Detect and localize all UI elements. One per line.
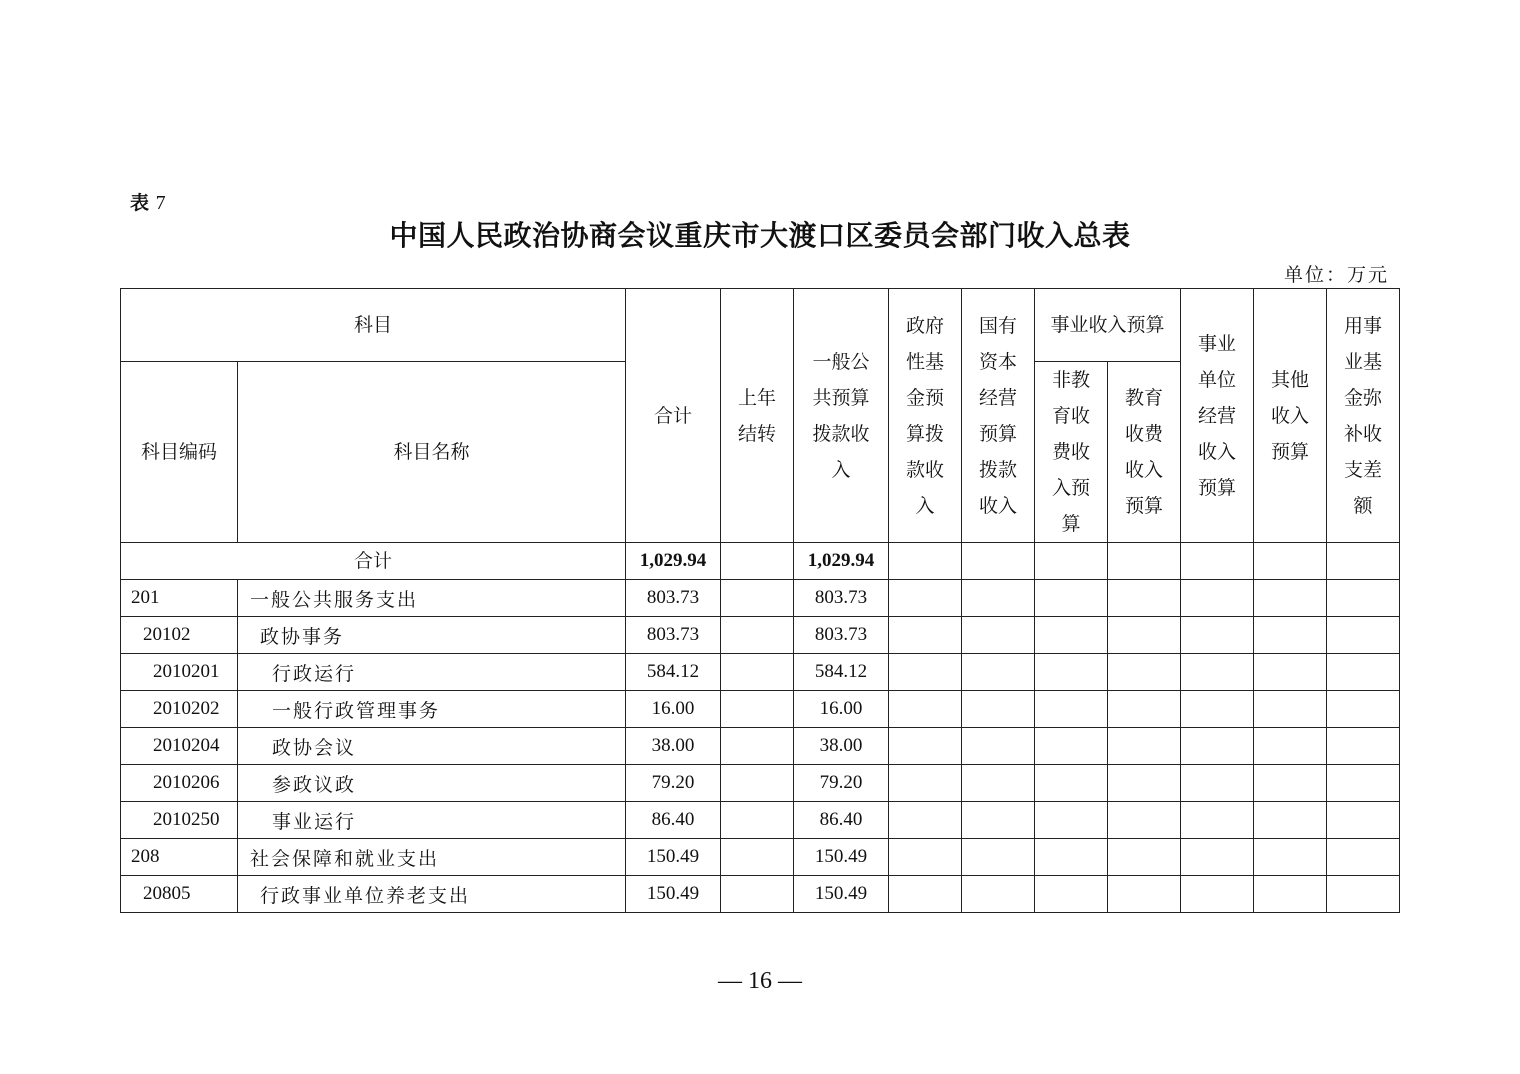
row-fund-balance	[1327, 876, 1400, 913]
table-row	[121, 839, 1400, 876]
row-name: 事业运行	[238, 802, 626, 839]
row-other-income	[1254, 728, 1327, 765]
row-state-capital	[962, 802, 1035, 839]
row-gov-fund	[889, 654, 962, 691]
table-label	[130, 188, 166, 215]
col-total: 合计	[626, 289, 721, 543]
row-code: 2010250	[121, 802, 238, 839]
row-unit-operating	[1181, 876, 1254, 913]
col-business-income-group: 事业收入预算	[1035, 289, 1181, 362]
row-name: 社会保障和就业支出	[238, 839, 626, 876]
row-fund-balance	[1327, 617, 1400, 654]
total-row-unit-operating	[1181, 543, 1254, 580]
row-gov-fund	[889, 691, 962, 728]
total-row-fund-balance	[1327, 543, 1400, 580]
row-edu-fee	[1108, 580, 1181, 617]
row-other-income	[1254, 839, 1327, 876]
row-total: 150.49	[626, 876, 721, 913]
total-row-label: 合计	[121, 543, 626, 580]
row-gov-fund	[889, 728, 962, 765]
row-name: 政协会议	[238, 728, 626, 765]
row-gov-fund	[889, 765, 962, 802]
row-edu-fee	[1108, 691, 1181, 728]
row-non-edu-fee	[1035, 654, 1108, 691]
row-gov-fund	[889, 802, 962, 839]
row-general-budget: 150.49	[794, 876, 889, 913]
row-state-capital	[962, 876, 1035, 913]
table-label-prefix: 表	[130, 192, 150, 214]
table-row	[121, 876, 1400, 913]
row-edu-fee	[1108, 839, 1181, 876]
row-carryover	[721, 691, 794, 728]
row-state-capital	[962, 765, 1035, 802]
total-row-state-capital	[962, 543, 1035, 580]
row-name: 政协事务	[238, 617, 626, 654]
row-edu-fee	[1108, 876, 1181, 913]
total-row	[121, 543, 1400, 580]
row-total: 86.40	[626, 802, 721, 839]
income-table	[120, 288, 1400, 913]
row-non-edu-fee	[1035, 839, 1108, 876]
table-label-number: 7	[155, 192, 166, 214]
row-unit-operating	[1181, 802, 1254, 839]
col-non-edu-fee: 非教育收费收入预算	[1035, 362, 1108, 543]
row-non-edu-fee	[1035, 876, 1108, 913]
row-carryover	[721, 802, 794, 839]
col-state-capital: 国有资本经营预算拨款收入	[962, 289, 1035, 543]
row-general-budget: 803.73	[794, 580, 889, 617]
col-subject: 科目	[121, 289, 626, 362]
row-carryover	[721, 728, 794, 765]
row-code: 2010202	[121, 691, 238, 728]
row-fund-balance	[1327, 580, 1400, 617]
row-total: 803.73	[626, 580, 721, 617]
row-code: 20805	[121, 876, 238, 913]
row-other-income	[1254, 802, 1327, 839]
row-gov-fund	[889, 617, 962, 654]
row-name: 行政运行	[238, 654, 626, 691]
total-row-gov-fund	[889, 543, 962, 580]
row-fund-balance	[1327, 765, 1400, 802]
row-edu-fee	[1108, 654, 1181, 691]
row-non-edu-fee	[1035, 617, 1108, 654]
row-edu-fee	[1108, 765, 1181, 802]
row-edu-fee	[1108, 728, 1181, 765]
row-unit-operating	[1181, 728, 1254, 765]
row-carryover	[721, 839, 794, 876]
table-row	[121, 765, 1400, 802]
row-state-capital	[962, 728, 1035, 765]
row-code: 20102	[121, 617, 238, 654]
row-gov-fund	[889, 876, 962, 913]
row-non-edu-fee	[1035, 728, 1108, 765]
row-general-budget: 16.00	[794, 691, 889, 728]
row-state-capital	[962, 839, 1035, 876]
col-subject-name: 科目名称	[238, 362, 626, 543]
row-fund-balance	[1327, 654, 1400, 691]
row-total: 79.20	[626, 765, 721, 802]
row-non-edu-fee	[1035, 691, 1108, 728]
row-code: 2010206	[121, 765, 238, 802]
col-edu-fee: 教育收费收入预算	[1108, 362, 1181, 543]
col-carryover: 上年结转	[721, 289, 794, 543]
table-row	[121, 691, 1400, 728]
table-row	[121, 580, 1400, 617]
col-fund-balance: 用事业基金弥补收支差额	[1327, 289, 1400, 543]
row-other-income	[1254, 654, 1327, 691]
row-general-budget: 79.20	[794, 765, 889, 802]
row-name: 一般公共服务支出	[238, 580, 626, 617]
row-gov-fund	[889, 580, 962, 617]
row-carryover	[721, 617, 794, 654]
row-state-capital	[962, 580, 1035, 617]
row-other-income	[1254, 876, 1327, 913]
table-row	[121, 654, 1400, 691]
row-non-edu-fee	[1035, 580, 1108, 617]
row-fund-balance	[1327, 839, 1400, 876]
row-other-income	[1254, 617, 1327, 654]
row-general-budget: 150.49	[794, 839, 889, 876]
col-subject-code: 科目编码	[121, 362, 238, 543]
row-edu-fee	[1108, 617, 1181, 654]
table-row	[121, 728, 1400, 765]
row-unit-operating	[1181, 580, 1254, 617]
row-fund-balance	[1327, 691, 1400, 728]
total-row-general-budget: 1,029.94	[794, 543, 889, 580]
row-general-budget: 803.73	[794, 617, 889, 654]
row-carryover	[721, 765, 794, 802]
row-total: 38.00	[626, 728, 721, 765]
row-carryover	[721, 580, 794, 617]
data-rows	[121, 580, 1400, 913]
total-row-total: 1,029.94	[626, 543, 721, 580]
row-total: 803.73	[626, 617, 721, 654]
row-unit-operating	[1181, 691, 1254, 728]
row-total: 16.00	[626, 691, 721, 728]
total-row-carryover	[721, 543, 794, 580]
row-carryover	[721, 654, 794, 691]
row-name: 行政事业单位养老支出	[238, 876, 626, 913]
row-name: 一般行政管理事务	[238, 691, 626, 728]
row-unit-operating	[1181, 765, 1254, 802]
row-name: 参政议政	[238, 765, 626, 802]
row-other-income	[1254, 580, 1327, 617]
row-state-capital	[962, 691, 1035, 728]
row-fund-balance	[1327, 728, 1400, 765]
total-row-edu-fee	[1108, 543, 1181, 580]
col-other-income: 其他收入预算	[1254, 289, 1327, 543]
row-general-budget: 86.40	[794, 802, 889, 839]
row-total: 584.12	[626, 654, 721, 691]
row-carryover	[721, 876, 794, 913]
page-number: — 16 —	[718, 968, 802, 994]
row-other-income	[1254, 691, 1327, 728]
header-row-1	[121, 289, 1400, 362]
row-gov-fund	[889, 839, 962, 876]
row-unit-operating	[1181, 617, 1254, 654]
row-non-edu-fee	[1035, 765, 1108, 802]
row-total: 150.49	[626, 839, 721, 876]
row-unit-operating	[1181, 654, 1254, 691]
col-general-budget: 一般公共预算拨款收入	[794, 289, 889, 543]
row-general-budget: 38.00	[794, 728, 889, 765]
row-fund-balance	[1327, 802, 1400, 839]
row-edu-fee	[1108, 802, 1181, 839]
total-row-other-income	[1254, 543, 1327, 580]
row-code: 2010201	[121, 654, 238, 691]
row-code: 201	[121, 580, 238, 617]
row-state-capital	[962, 654, 1035, 691]
row-state-capital	[962, 617, 1035, 654]
row-code: 2010204	[121, 728, 238, 765]
table-row	[121, 802, 1400, 839]
col-gov-fund: 政府性基金预算拨款收入	[889, 289, 962, 543]
table-row	[121, 617, 1400, 654]
row-code: 208	[121, 839, 238, 876]
page-title: 中国人民政治协商会议重庆市大渡口区委员会部门收入总表	[389, 219, 1131, 252]
row-unit-operating	[1181, 839, 1254, 876]
unit-label: 单位：万元	[1283, 264, 1389, 286]
row-other-income	[1254, 765, 1327, 802]
col-unit-operating: 事业单位经营收入预算	[1181, 289, 1254, 543]
row-general-budget: 584.12	[794, 654, 889, 691]
row-non-edu-fee	[1035, 802, 1108, 839]
total-row-non-edu-fee	[1035, 543, 1108, 580]
